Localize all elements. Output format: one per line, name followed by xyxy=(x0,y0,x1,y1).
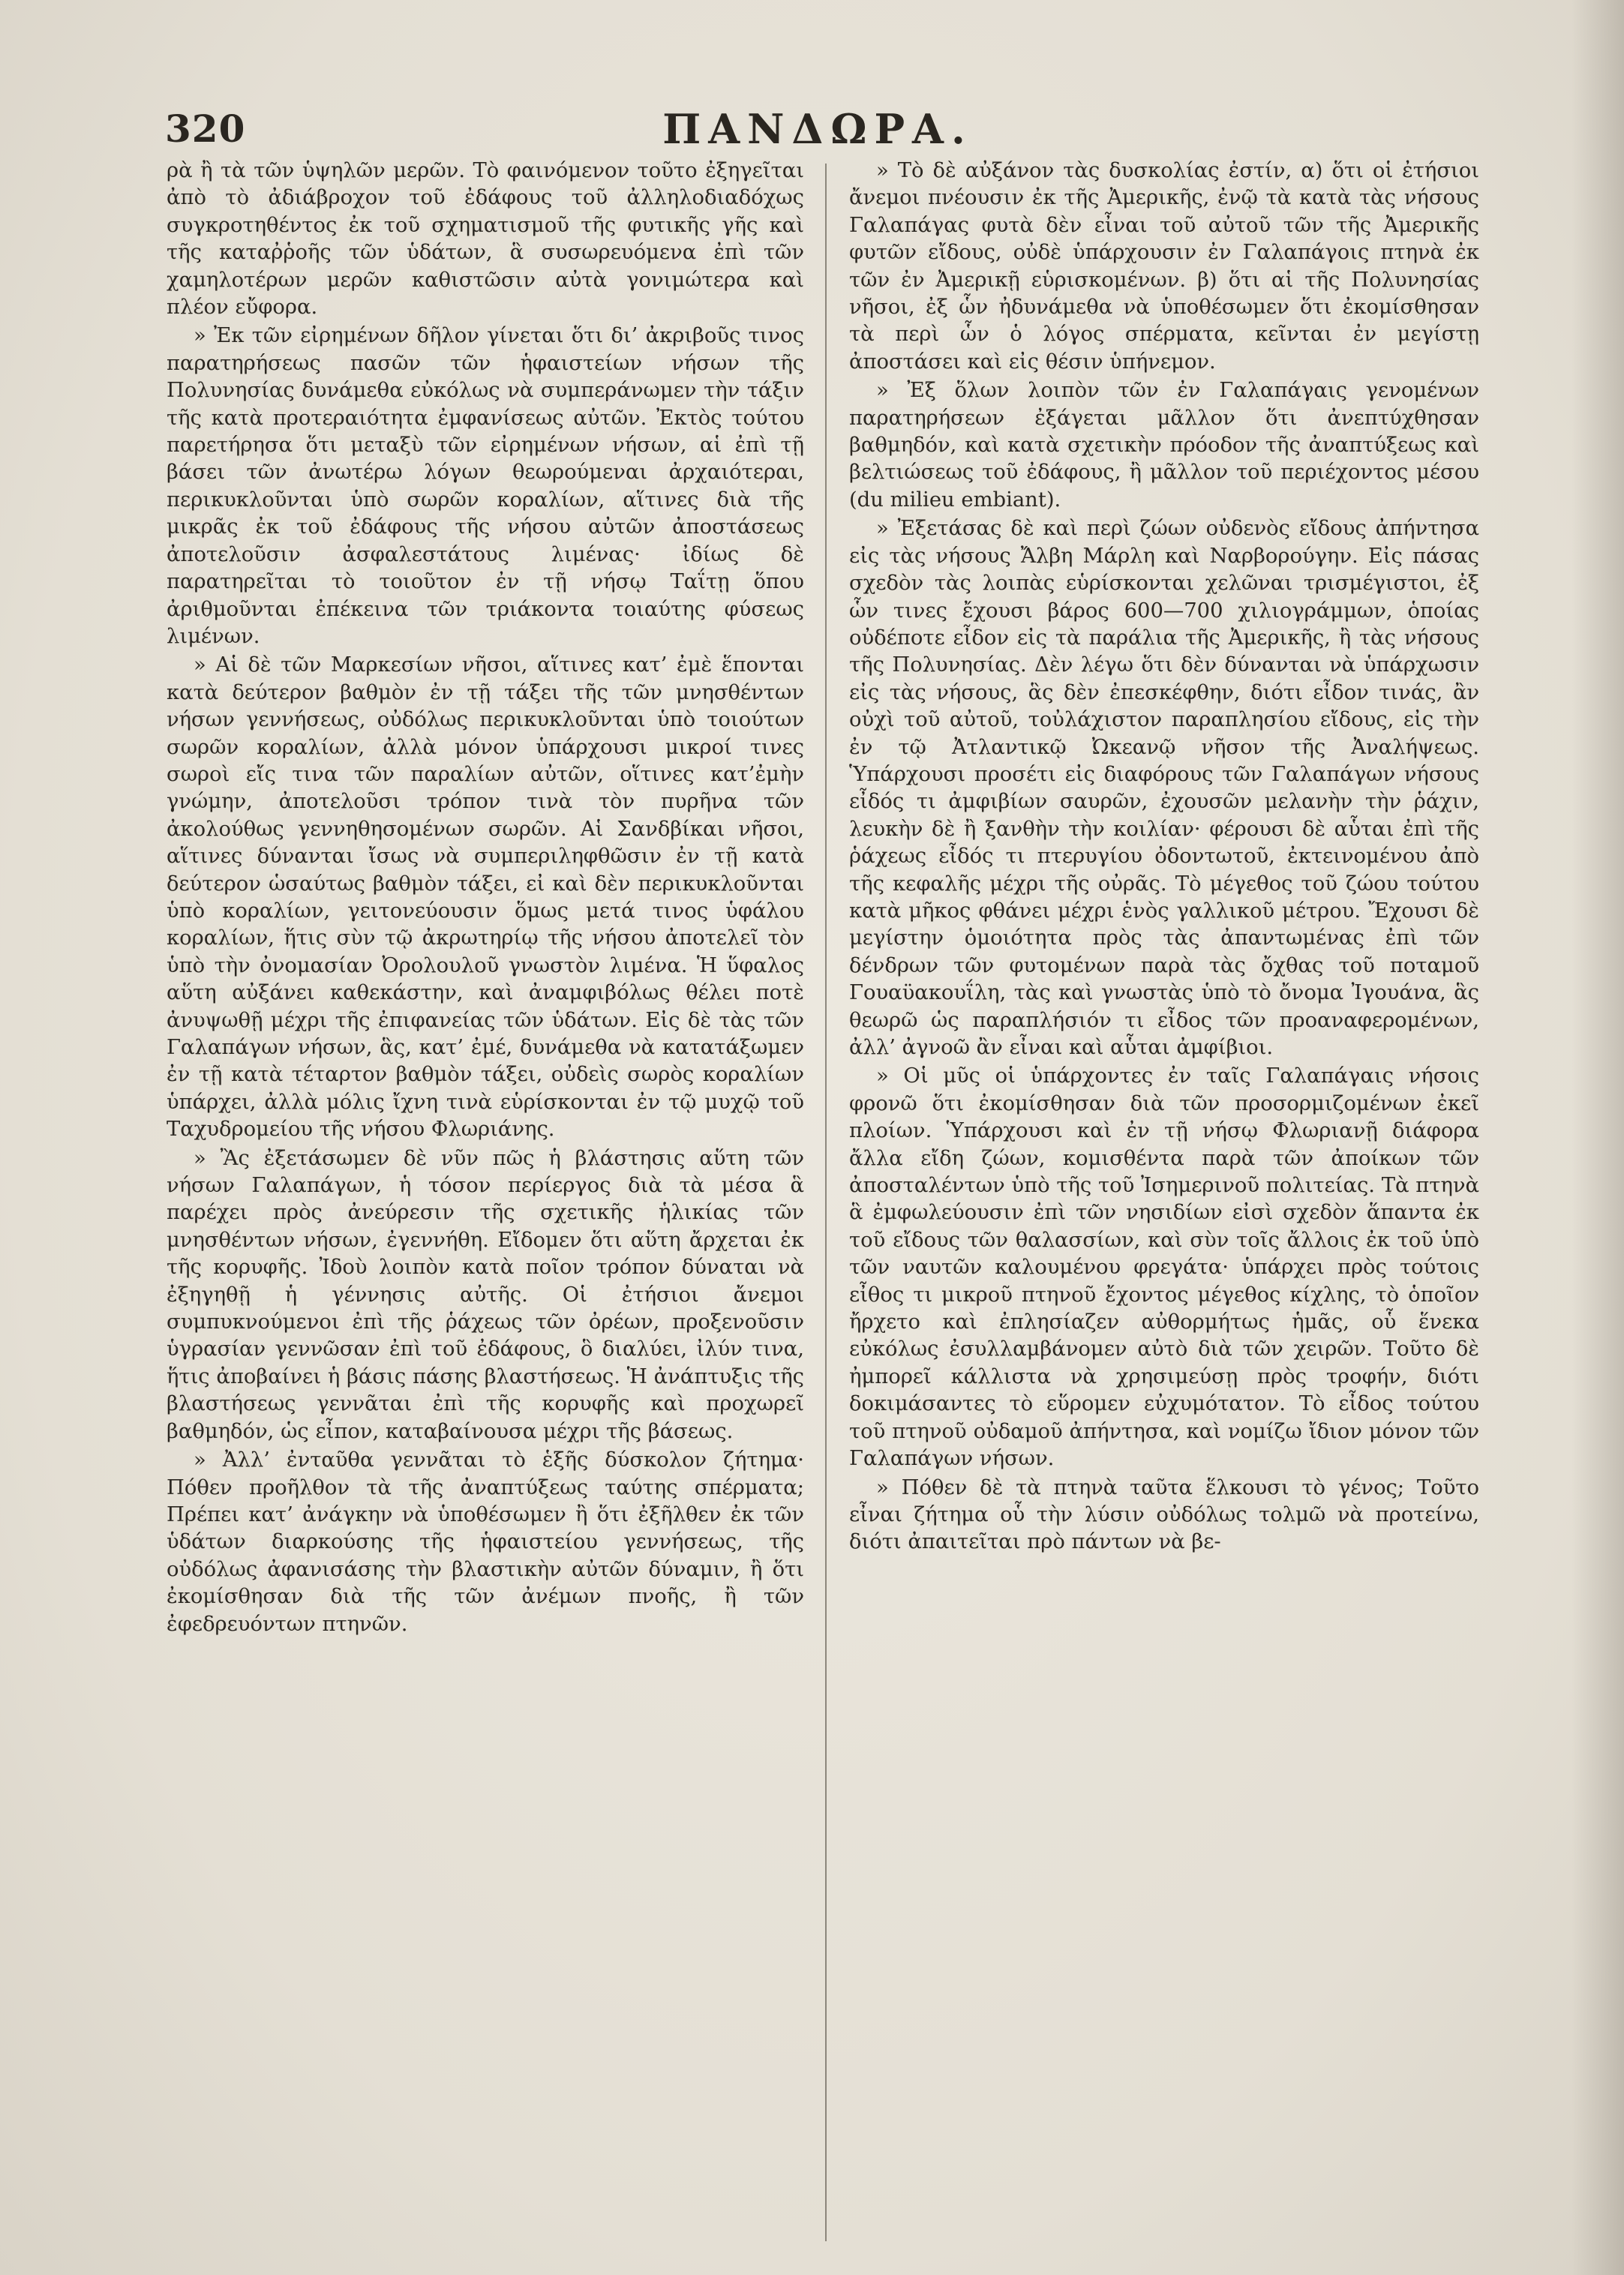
paragraph: ρὰ ἢ τὰ τῶν ὑψηλῶν μερῶν. Τὸ φαινόμενον τοῦτο ἐξηγεῖται ἀπὸ τὸ ἀδιάβροχον τοῦ ἐδάφους τοῦ ἀλληλοδιαδόχως συγκροτηθέντος ἐκ τοῦ σχηματισμοῦ τῆς φυτικῆς γῆς καὶ τῆς καταῤῥοῆς τῶν ὑδάτων, ἃ συσωρευόμενα ἐπὶ τῶν χαμηλοτέρων μερῶν καθιστῶσιν αὐτὰ γονιμώτερα καὶ πλέον εὔφορα. xyxy=(167,159,804,320)
page-header xyxy=(158,96,1478,156)
paragraph: » Οἱ μῦς οἱ ὑπάρχοντες ἐν ταῖς Γαλαπάγαις νήσοις φρονῶ ὅτι ἐκομίσθησαν διὰ τῶν προσορμιζομένων ἐκεῖ πλοίων. Ὑπάρχουσι καὶ ἐν τῇ νήσῳ Φλωριανῇ διάφορα ἄλλα εἴδη ζώων, κομισθέντα παρὰ τῶν ἀποίκων τῶν ἀποσταλέντων ὑπὸ τῆς τοῦ Ἰσημερινοῦ πολιτείας. Τὰ πτηνὰ ἃ ἐμφωλεύουσιν ἐπὶ τῶν νησιδίων εἰσὶ σχεδὸν ἅπαντα ἐκ τοῦ εἴδους τῶν θαλασσίων, καὶ σὺν τοῖς ἄλλοις ἐκ τοῦ ὑπὸ τῶν ναυτῶν καλουμένου φρεγάτα· ὑπάρχει πρὸς τούτοις εἶθος τι μικροῦ πτηνοῦ ἔχοντος μέγεθος κίχλης, τὸ ὁποῖον ἤρχετο καὶ ἐπλησίαζεν αὐθορμήτως ἡμᾶς, οὗ ἕνεκα εὐκόλως ἐσυλλαμβάνομεν αὐτὸ διὰ τῶν χειρῶν. Τοῦτο δὲ ἠμπορεῖ κάλλιστα νὰ χρησιμεύσῃ πρὸς τροφήν, διότι δοκιμάσαντες τὸ εὕρομεν εὐχυμότατον. Τὸ εἶδος τούτου τοῦ πτηνοῦ οὐδαμοῦ ἀπήντησα, καὶ νομίζω ἴδιον μόνον τῶν Γαλαπάγων νήσων. xyxy=(849,1064,1479,1471)
paragraph: » Πόθεν δὲ τὰ πτηνὰ ταῦτα ἕλκουσι τὸ γένος; Τοῦτο εἶναι ζήτημα οὗ τὴν λύσιν οὐδόλως τολμῶ νὰ προτείνω, διότι ἀπαιτεῖται πρὸ πάντων νὰ βε- xyxy=(849,1475,1479,1554)
column-divider xyxy=(825,164,827,2241)
paragraph: » Ἂς ἐξετάσωμεν δὲ νῦν πῶς ἡ βλάστησις αὕτη τῶν νήσων Γαλαπάγων, ἡ τόσον περίεργος διὰ τὰ μέσα ἃ παρέχει πρὸς ἀνεύρεσιν τῆς σχετικῆς ἡλικίας τῶν μνησθέντων νήσων, ἐγεννήθη. Εἴδομεν ὅτι αὕτη ἄρχεται ἐκ τῆς κορυφῆς. Ἰδοὺ λοιπὸν κατὰ ποῖον τρόπον δύναται νὰ ἐξηγηθῇ ἡ γέννησις αὐτῆς. Οἱ ἐτήσιοι ἄνεμοι συμπυκνούμενοι ἐπὶ τῆς ῥάχεως τῶν ὀρέων, προξενοῦσιν ὑγρασίαν γεννῶσαν ἐπὶ τοῦ ἐδάφους, ὃ διαλύει, ἰλύν τινα, ἥτις ἀποβαίνει ἡ βάσις πάσης βλαστήσεως. Ἡ ἀνάπτυξις τῆς βλαστήσεως γεννᾶται ἐπὶ τῆς κορυφῆς καὶ προχωρεῖ βαθμηδόν, ὡς εἶπον, καταβαίνουσα μέχρι τῆς βάσεως. xyxy=(167,1146,804,1443)
right-column xyxy=(849,158,1479,2250)
paragraph: » Ἀλλ’ ἐνταῦθα γεννᾶται τὸ ἑξῆς δύσκολον ζήτημα· Πόθεν προῆλθον τὰ τῆς ἀναπτύξεως ταύτης σπέρματα; Πρέπει κατ’ ἀνάγκην νὰ ὑποθέσωμεν ἢ ὅτι ἐξῆλθεν ἐκ τῶν ὑδάτων διαρκούσης τῆς ἡφαιστείου γεννήσεως, τῆς οὐδόλως ἀφανισάσης τὴν βλαστικὴν αὐτῶν δύναμιν, ἢ ὅτι ἐκομίσθησαν διὰ τῆς τῶν ἀνέμων πνοῆς, ἢ τῶν ἐφεδρευόντων πτηνῶν. xyxy=(167,1448,804,1636)
paragraph: » Ἐκ τῶν εἰρημένων δῆλον γίνεται ὅτι δι’ ἀκριβοῦς τινος παρατηρήσεως πασῶν τῶν ἡφαιστείων νήσων τῆς Πολυνησίας δυνάμεθα εὐκόλως νὰ συμπεράνωμεν τὴν τάξιν τῆς κατὰ προτεραιότητα ἐμφανίσεως αὐτῶν. Ἐκτὸς τούτου παρετήρησα ὅτι μεταξὺ τῶν εἰρημένων νήσων, αἱ ἐπὶ τῇ βάσει τῶν ἀνωτέρω λόγων θεωρούμεναι ἀρχαιότεραι, περικυκλοῦνται ὑπὸ σωρῶν κοραλίων, αἵτινες διὰ τῆς μικρᾶς ἐκ τοῦ ἐδάφους τῆς νήσου αὐτῶν ἀποστάσεως ἀποτελοῦσιν ἀσφαλεστάτους λιμένας· ἰδίως δὲ παρατηρεῖται τὸ τοιοῦτον ἐν τῇ νήσῳ Ταΐτῃ ὅπου ἀριθμοῦνται ἐπέκεινα τῶν τριάκοντα τοιαύτης φύσεως λιμένων. xyxy=(167,324,804,648)
paragraph: » Ἐξετάσας δὲ καὶ περὶ ζώων οὐδενὸς εἴδους ἀπήντησα εἰς τὰς νήσους Ἄλβη Μάρλη καὶ Ναρβορούγην. Εἰς πάσας σχεδὸν τὰς λοιπὰς εὑρίσκονται χελῶναι τρισμέγιστοι, ἐξ ὧν τινες ἔχουσι βάρος 600—700 χιλιογράμμων, ὁποίας οὐδέποτε εἶδον εἰς τὰ παράλια τῆς Ἀμερικῆς, ἢ τὰς νήσους τῆς Πολυνησίας. Δὲν λέγω ὅτι δὲν δύνανται νὰ ὑπάρχωσιν εἰς τὰς νήσους, ἃς δὲν ἐπεσκέφθην, διότι εἶδον τινάς, ἂν οὐχὶ τοῦ αὐτοῦ, τοὐλάχιστον παραπλησίου εἴδους, εἰς τὴν ἐν τῷ Ἀτλαντικῷ Ὠκεανῷ νῆσον τῆς Ἀναλήψεως. Ὑπάρχουσι προσέτι εἰς διαφόρους τῶν Γαλαπάγων νήσους εἶδός τι ἀμφιβίων σαυρῶν, ἐχουσῶν μελανὴν τὴν ῥάχιν, λευκὴν δὲ ἢ ξανθὴν τὴν κοιλίαν· φέρουσι δὲ αὗται ἐπὶ τῆς ῥάχεως εἶδός τι πτερυγίου ὀδοντωτοῦ, ἐκτεινομένου ἀπὸ τῆς κεφαλῆς μέχρι τῆς οὐρᾶς. Τὸ μέγεθος τοῦ ζώου τούτου κατὰ μῆκος φθάνει μέχρι ἑνὸς γαλλικοῦ μέτρου. Ἔχουσι δὲ μεγίστην ὁμοιότητα πρὸς τὰς ἀπαντωμένας ἐπὶ τῶν δένδρων τῶν φυτομένων παρὰ τὰς ὄχθας τοῦ ποταμοῦ Γουαϋακουΐλη, τὰς καὶ γνωστὰς ὑπὸ τὸ ὄνομα Ἰγουάνα, ἃς θεωρῶ ὡς παραπλήσιόν τι εἶδος τῶν προαναφερομένων, ἀλλ’ ἀγνοῶ ἂν εἶναι καὶ αὗται ἀμφίβιοι. xyxy=(849,517,1479,1059)
page-edge-shadow xyxy=(1571,0,1624,2275)
page-number: 320 xyxy=(165,107,246,151)
running-title: ΠΑΝΔΩΡΑ. xyxy=(662,105,973,153)
paragraph: » Αἱ δὲ τῶν Μαρκεσίων νῆσοι, αἵτινες κατ’ ἐμὲ ἕπονται κατὰ δεύτερον βαθμὸν ἐν τῇ τάξει τῆς τῶν μνησθέντων νήσων γεννήσεως, οὐδόλως περικυκλοῦνται ὑπὸ τοιούτων σωρῶν κοραλίων, ἀλλὰ μόνον ὑπάρχουσι μικροί τινες σωροὶ εἴς τινα τῶν παραλίων αὐτῶν, οἵτινες κατ’ἐμὴν γνώμην, ἀποτελοῦσι τρόπον τινὰ τὸν πυρῆνα τῶν ἀκολούθως γεννηθησομένων σωρῶν. Αἱ Σανδβίκαι νῆσοι, αἵτινες δύνανται ἴσως νὰ συμπεριληφθῶσιν ἐν τῇ κατὰ δεύτερον ὡσαύτως βαθμὸν τάξει, εἰ καὶ δὲν περικυκλοῦνται ὑπὸ κοραλίων, γειτονεύουσιν ὅμως μετά τινος ὑφάλου κοραλίων, ἥτις σὺν τῷ ἀκρωτηρίῳ τῆς νήσου ἀποτελεῖ τὸν ὑπὸ τὴν ὀνομασίαν Ὀρολουλοῦ γνωστὸν λιμένα. Ἡ ὕφαλος αὕτη αὐξάνει καθεκάστην, καὶ ἀναμφιβόλως θέλει ποτὲ ἀνυψωθῇ μέχρι τῆς ἐπιφανείας τῶν ὑδάτων. Εἰς δὲ τὰς τῶν Γαλαπάγων νήσων, ἃς, κατ’ ἐμέ, δυνάμεθα νὰ κατατάξωμεν ἐν τῇ κατὰ τέταρτον βαθμὸν τάξει, οὐδεὶς σωρὸς κοραλίων ὑπάρχει, ἀλλὰ μόλις ἴχνη τινὰ εὑρίσκονται ἐν τῷ μυχῷ τοῦ Ταχυδρομείου τῆς νήσου Φλωριάνης. xyxy=(167,653,804,1142)
paragraph: » Ἐξ ὅλων λοιπὸν τῶν ἐν Γαλαπάγαις γενομένων παρατηρήσεων ἐξάγεται μᾶλλον ὅτι ἀνεπτύχθησαν βαθμηδόν, καὶ κατὰ σχετικὴν πρόοδον τῆς ἀναπτύξεως καὶ βελτιώσεως τοῦ ἐδάφους, ἢ μᾶλλον τοῦ περιέχοντος μέσου (du milieu embiant). xyxy=(849,379,1479,512)
left-column xyxy=(167,158,804,2250)
paragraph: » Τὸ δὲ αὐξάνον τὰς δυσκολίας ἐστίν, α) ὅτι οἱ ἐτήσιοι ἄνεμοι πνέουσιν ἐκ τῆς Ἀμερικῆς, ἐνῷ τὰ κατὰ τὰς νήσους Γαλαπάγας φυτὰ δὲν εἶναι τοῦ αὐτοῦ τῶν τῆς Ἀμερικῆς φυτῶν εἴδους, οὐδὲ ὑπάρχουσιν ἐν Γαλαπάγοις πτηνὰ ἐκ τῶν ἐν Ἀμερικῇ εὑρισκομένων. β) ὅτι αἱ τῆς Πολυνησίας νῆσοι, ἐξ ὧν ἠδυνάμεθα νὰ ὑποθέσωμεν ὅτι ἐκομίσθησαν τὰ περὶ ὧν ὁ λόγος σπέρματα, κεῖνται ἐν μεγίστῃ ἀποστάσει καὶ εἰς θέσιν ὑπήνεμον. xyxy=(849,159,1479,374)
